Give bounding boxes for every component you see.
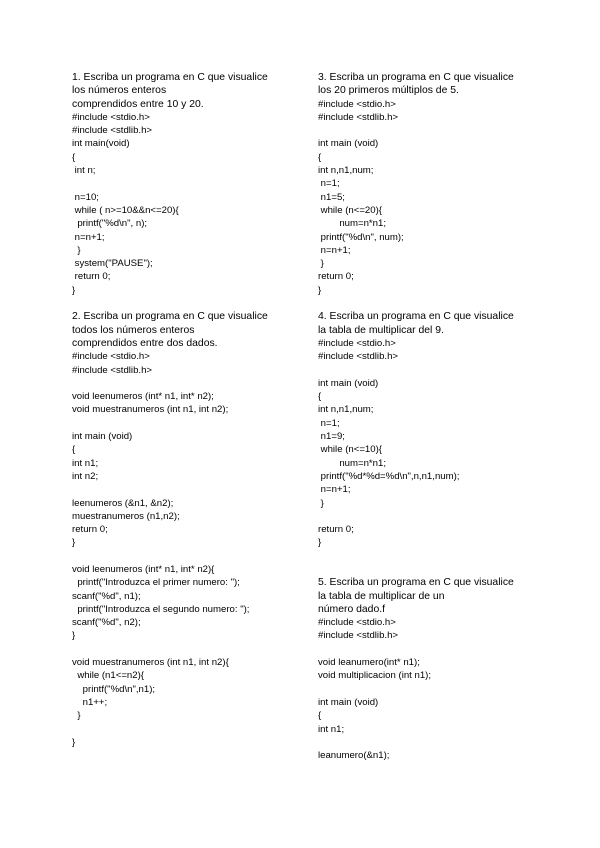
code-line: }	[318, 284, 322, 296]
code-line: }	[72, 736, 76, 748]
code-line	[318, 563, 548, 576]
exercise-statement-line: la tabla de multiplicar del 9.	[318, 324, 444, 336]
code-line	[72, 177, 302, 190]
code-line: printf("%d\n", n);	[72, 218, 148, 230]
code-line: printf("%d\n", num);	[318, 231, 404, 243]
code-line: void leenumeros (int* n1, int* n2){	[72, 563, 215, 575]
code-line: while ( n>=10&&n<=20){	[72, 204, 179, 216]
exercise-statement-line: los 20 primeros múltiplos de 5.	[318, 85, 459, 97]
code-line: #include <stdio.h>	[318, 337, 396, 349]
code-line: }	[72, 630, 76, 642]
exercise-statement-line: 3. Escriba un programa en C que visualice	[318, 72, 514, 83]
code-line: {	[72, 151, 76, 163]
code-line	[318, 364, 548, 377]
code-line: int main (void)	[72, 431, 133, 443]
code-line	[318, 297, 548, 310]
code-line: #include <stdlib.h>	[72, 364, 153, 376]
code-line: {	[318, 151, 322, 163]
code-line	[72, 723, 302, 736]
code-line: n=1;	[318, 178, 340, 190]
code-line: #include <stdio.h>	[318, 617, 396, 629]
code-line: while (n1<=n2){	[72, 670, 144, 682]
code-line: void muestranumeros (int n1, int n2){	[72, 657, 229, 669]
code-line: scanf("%d", n2);	[72, 617, 141, 629]
code-line: void leanumero(int* n1);	[318, 657, 420, 669]
exercise-statement-line: 1. Escriba un programa en C que visualice	[72, 72, 268, 83]
exercise-statement-line: todos los números enteros	[72, 324, 195, 336]
code-line: num=n*n1;	[318, 457, 386, 469]
code-line: n=10;	[72, 191, 99, 203]
code-line: }	[72, 537, 76, 549]
exercise-statement-line: número dado.f	[318, 603, 386, 615]
code-line	[72, 483, 302, 496]
code-line: leanumero(&n1);	[318, 750, 390, 762]
code-line	[72, 643, 302, 656]
code-line: printf("Introduzca el primer numero: ");	[72, 577, 240, 589]
code-line: int n,n1,num;	[318, 165, 374, 177]
code-line: int n,n1,num;	[318, 404, 374, 416]
code-line: }	[318, 537, 322, 549]
code-line: }	[318, 497, 324, 509]
code-line: n=1;	[318, 417, 340, 429]
code-line: #include <stdlib.h>	[72, 125, 153, 137]
code-line: leenumeros (&n1, &n2);	[72, 497, 174, 509]
code-line: return 0;	[72, 271, 111, 283]
code-line	[318, 643, 548, 656]
code-line: #include <stdio.h>	[318, 98, 396, 110]
code-line: #include <stdio.h>	[72, 351, 150, 363]
code-line: }	[72, 244, 81, 256]
code-line: while (n<=10){	[318, 444, 382, 456]
code-line: int main(void)	[72, 138, 130, 150]
right-column	[318, 71, 548, 762]
code-line: return 0;	[72, 524, 108, 536]
code-line: int main (void)	[318, 696, 379, 708]
code-line	[318, 736, 548, 749]
exercise-statement-line: 5. Escriba un programa en C que visualice	[318, 577, 514, 589]
code-line: }	[72, 710, 81, 722]
code-line: void leenumeros (int* n1, int* n2);	[72, 391, 214, 403]
code-line	[318, 510, 548, 523]
code-line: printf("%d*%d=%d\n",n,n1,num);	[318, 470, 460, 482]
left-column	[72, 71, 302, 749]
code-line: #include <stdlib.h>	[318, 351, 399, 363]
code-line: return 0;	[318, 271, 354, 283]
code-line: scanf("%d", n1);	[72, 590, 141, 602]
code-line: int n1;	[318, 723, 345, 735]
code-line: while (n<=20){	[318, 204, 382, 216]
exercise-statement-line: los números enteros	[72, 85, 167, 97]
code-line	[72, 550, 302, 563]
code-line: n=n+1;	[72, 231, 105, 243]
code-line: return 0;	[318, 524, 354, 536]
code-line: int main (void)	[318, 377, 379, 389]
code-line: n=n+1;	[318, 484, 351, 496]
code-line: int n2;	[72, 470, 99, 482]
code-line	[72, 417, 302, 430]
code-line: n=n+1;	[318, 244, 351, 256]
exercise-statement-line: 4. Escriba un programa en C que visualice	[318, 311, 514, 323]
code-line: int n;	[72, 165, 96, 177]
code-line: void multiplicacion (int n1);	[318, 670, 432, 682]
code-line: #include <stdio.h>	[72, 111, 150, 123]
code-line: int main (void)	[318, 138, 379, 150]
code-line: n1=9;	[318, 431, 345, 443]
code-line	[318, 550, 548, 563]
code-line: n1=5;	[318, 191, 345, 203]
code-line: printf("Introduzca el segundo numero: ");	[72, 603, 250, 615]
code-line	[72, 377, 302, 390]
code-line: int n1;	[72, 457, 99, 469]
code-line	[72, 297, 302, 310]
code-line: {	[72, 444, 76, 456]
exercise-statement-line: comprendidos entre dos dados.	[72, 337, 218, 349]
code-line: }	[318, 258, 324, 270]
code-line: }	[72, 284, 76, 296]
code-line	[318, 683, 548, 696]
code-line	[318, 124, 548, 137]
code-line: void muestranumeros (int n1, int n2);	[72, 404, 229, 416]
exercise-statement-line: la tabla de multiplicar de un	[318, 590, 445, 602]
code-line: system("PAUSE");	[72, 258, 153, 270]
code-line: n1++;	[72, 696, 108, 708]
code-line: {	[318, 391, 322, 403]
code-line: #include <stdlib.h>	[318, 630, 399, 642]
exercise-statement-line: 2. Escriba un programa en C que visualice	[72, 311, 268, 323]
code-line: muestranumeros (n1,n2);	[72, 510, 180, 522]
exercise-statement-line: comprendidos entre 10 y 20.	[72, 98, 204, 110]
code-line: printf("%d\n",n1);	[72, 683, 156, 695]
code-line: #include <stdlib.h>	[318, 111, 399, 123]
code-line: {	[318, 710, 322, 722]
code-line: num=n*n1;	[318, 218, 386, 230]
